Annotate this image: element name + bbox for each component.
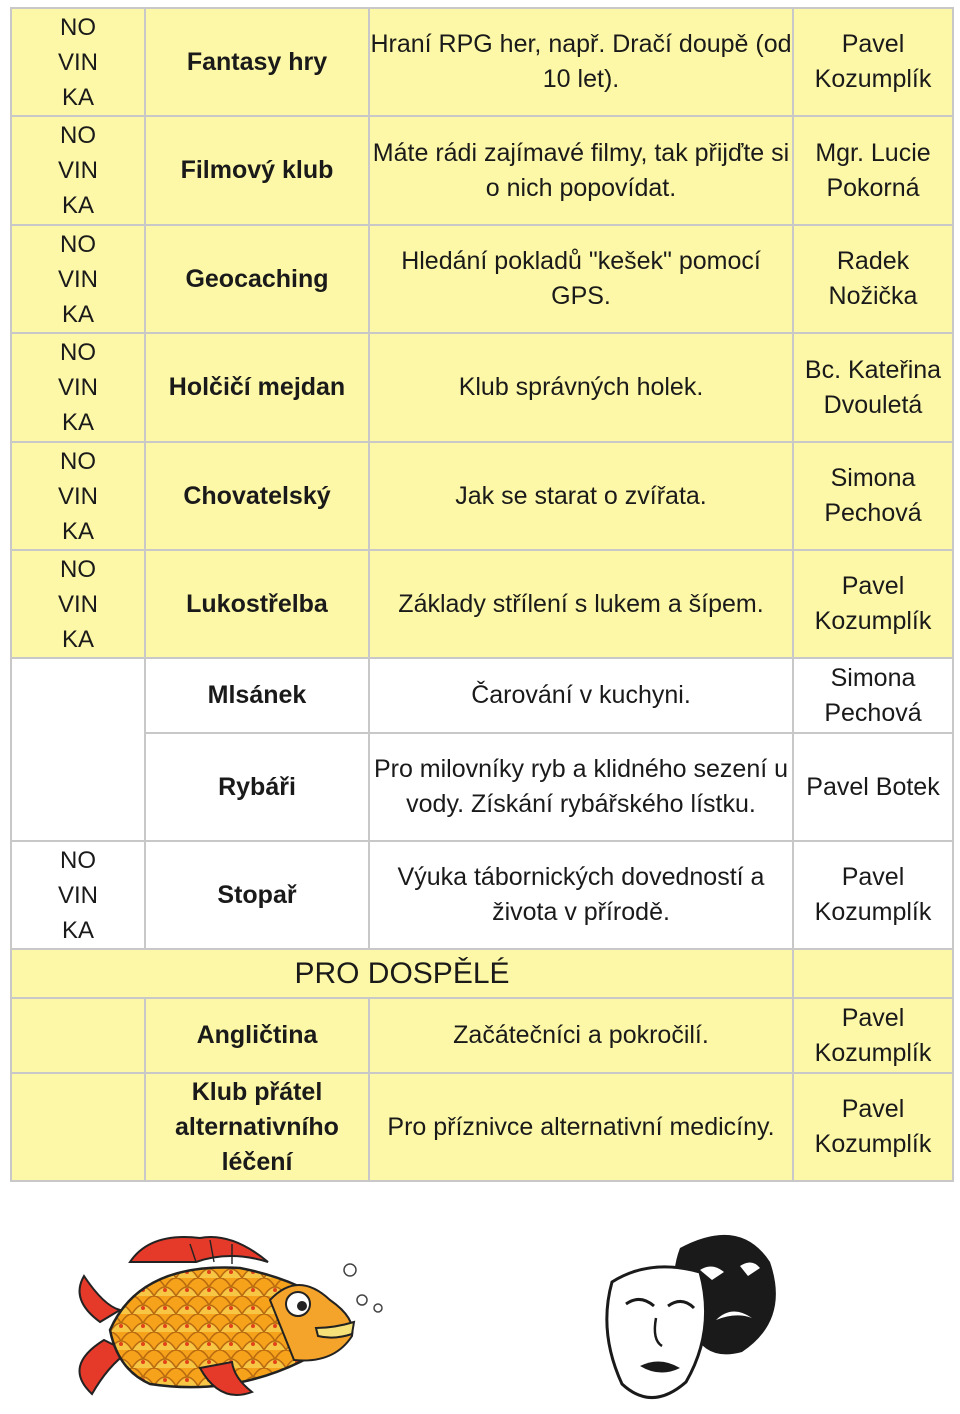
empty-cell xyxy=(793,949,953,998)
club-name: Filmový klub xyxy=(145,116,369,225)
table-row xyxy=(11,1073,953,1181)
club-name: Stopař xyxy=(145,841,369,949)
novinka-badge: NO VIN KA xyxy=(11,841,145,949)
club-description: Čarování v kuchyni. xyxy=(369,658,793,733)
empty-cell xyxy=(11,998,145,1073)
club-leader: Bc. Kateřina Dvouletá xyxy=(793,333,953,442)
novinka-badge: NO VIN KA xyxy=(11,442,145,550)
club-name: Rybáři xyxy=(145,733,369,841)
club-description: Hraní RPG her, např. Dračí doupě (od 10 let). xyxy=(369,8,793,116)
club-leader: Pavel Kozumplík xyxy=(793,1073,953,1181)
table-row xyxy=(11,8,953,116)
club-leader: Pavel Kozumplík xyxy=(793,8,953,116)
club-description: Pro milovníky ryb a klidného sezení u vody. Získání rybářského lístku. xyxy=(369,733,793,841)
club-name: Angličtina xyxy=(145,998,369,1073)
table-row xyxy=(11,442,953,550)
clubs-table xyxy=(10,7,954,1182)
club-leader: Pavel Botek xyxy=(793,733,953,841)
club-description: Začátečníci a pokročilí. xyxy=(369,998,793,1073)
club-leader: Simona Pechová xyxy=(793,658,953,733)
fish-illustration xyxy=(80,1237,383,1395)
novinka-badge: NO VIN KA xyxy=(11,550,145,658)
table-row xyxy=(11,733,953,841)
club-name: Klub přátel alternativního léčení xyxy=(145,1073,369,1181)
table-row xyxy=(11,658,953,733)
illustrations xyxy=(0,1200,960,1414)
novinka-badge: NO VIN KA xyxy=(11,225,145,333)
club-leader: Pavel Kozumplík xyxy=(793,998,953,1073)
club-leader: Pavel Kozumplík xyxy=(793,550,953,658)
table-row xyxy=(11,116,953,225)
club-description: Jak se starat o zvířata. xyxy=(369,442,793,550)
novinka-badge: NO VIN KA xyxy=(11,333,145,442)
theatre-masks-illustration xyxy=(607,1235,776,1398)
club-name: Fantasy hry xyxy=(145,8,369,116)
club-description: Základy střílení s lukem a šípem. xyxy=(369,550,793,658)
club-description: Klub správných holek. xyxy=(369,333,793,442)
club-name: Lukostřelba xyxy=(145,550,369,658)
club-leader: Pavel Kozumplík xyxy=(793,841,953,949)
novinka-badge: NO VIN KA xyxy=(11,116,145,225)
section-title: PRO DOSPĚLÉ xyxy=(11,949,793,998)
table-row xyxy=(11,841,953,949)
club-description: Pro příznivce alternativní medicíny. xyxy=(369,1073,793,1181)
table-row xyxy=(11,998,953,1073)
empty-cell xyxy=(11,658,145,841)
club-description: Máte rádi zajímavé filmy, tak přijďte si o nich popovídat. xyxy=(369,116,793,225)
section-row xyxy=(11,949,953,998)
club-leader: Simona Pechová xyxy=(793,442,953,550)
novinka-badge: NO VIN KA xyxy=(11,8,145,116)
club-description: Výuka tábornických dovedností a života v přírodě. xyxy=(369,841,793,949)
club-leader: Radek Nožička xyxy=(793,225,953,333)
table-row xyxy=(11,225,953,333)
club-name: Holčičí mejdan xyxy=(145,333,369,442)
club-name: Geocaching xyxy=(145,225,369,333)
empty-cell xyxy=(11,1073,145,1181)
club-name: Mlsánek xyxy=(145,658,369,733)
club-name: Chovatelský xyxy=(145,442,369,550)
club-leader: Mgr. Lucie Pokorná xyxy=(793,116,953,225)
table-row xyxy=(11,550,953,658)
club-description: Hledání pokladů "kešek" pomocí GPS. xyxy=(369,225,793,333)
table-row xyxy=(11,333,953,442)
